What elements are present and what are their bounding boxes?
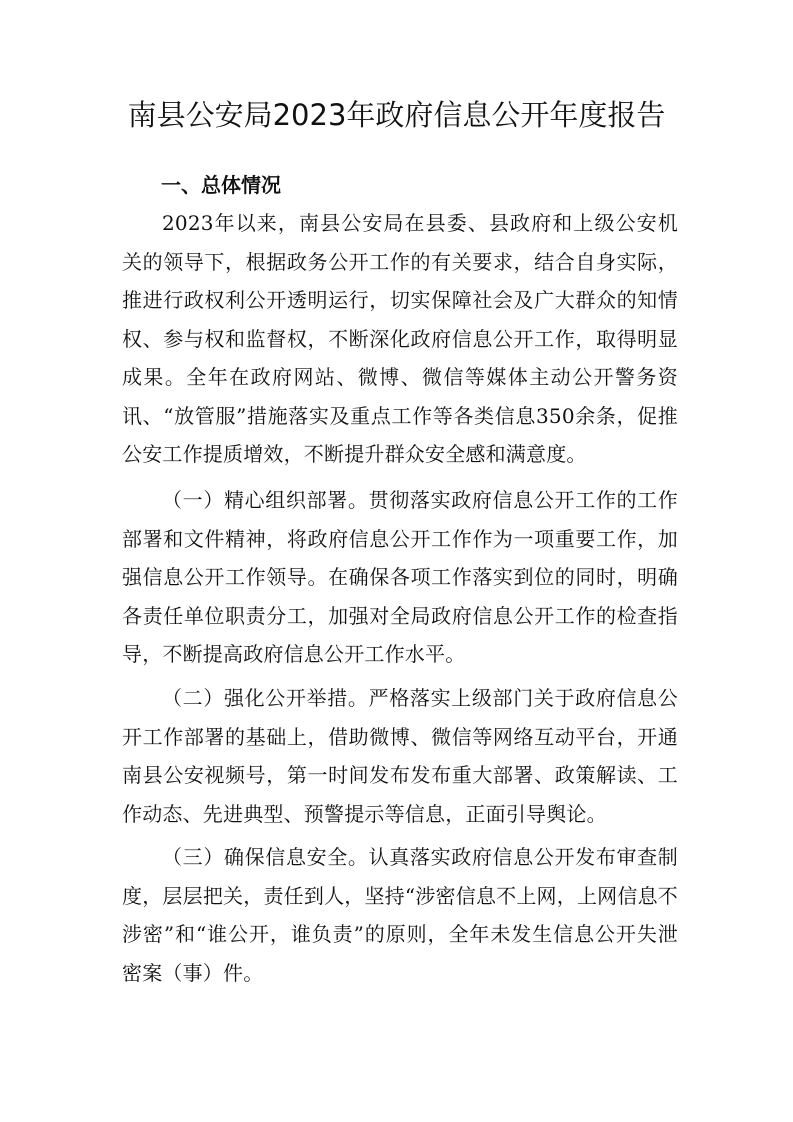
subsection-text: 贯彻落实政府信息公开工作的工作部署和文件精神，将政府信息公开工作作为一项重要工作，加强信息公开工作领导。在确保各项工作落实到位的同时，明确各责任单位职责分工，加强对全局政府信息公开工作的检查指导，不断提高政府信息公开工作水平。 xyxy=(122,488,679,666)
subsection-text: 严格落实上级部门关于政府信息公开工作部署的基础上，借助微博、微信等网络互动平台，开通南县公安视频号，第一时间发布发布重大部署、政策解读、工作动态、先进典型、预警提示等信息，正面引导舆论。 xyxy=(122,686,679,826)
subsection-lead: （一）精心组织部署。 xyxy=(162,488,369,512)
section-heading: 一、总体情况 xyxy=(161,173,281,197)
subsection-paragraph-2 xyxy=(122,679,678,833)
subsection-text: 认真落实政府信息公开发布审查制度，层层把关，责任到人，坚持“涉密信息不上网，上网信息不涉密”和“谁公开，谁负责”的原则，全年未发生信息公开失泄密案（事）件。 xyxy=(122,845,679,985)
subsection-paragraph-3 xyxy=(122,838,678,992)
subsection-lead: （二）强化公开举措。 xyxy=(162,686,369,710)
subsection-lead: （三）确保信息安全。 xyxy=(162,845,369,869)
intro-paragraph: 2023年以来，南县公安局在县委、县政府和上级公安机关的领导下，根据政务公开工作的有关要求，结合自身实际，推进行政权利公开透明运行，切实保障社会及广大群众的知情权、参与权和监督权，不断深化政府信息公开工作，取得明显成果。全年在政府网站、微博、微信等媒体主动公开警务资讯、“放管服”措施落实及重点工作等各类信息350余条，促推公安工作提质增效，不断提升群众安全感和满意度。 xyxy=(122,211,678,466)
page-title: 南县公安局2023年政府信息公开年度报告 xyxy=(127,98,666,132)
subsection-paragraph-1 xyxy=(122,481,678,674)
